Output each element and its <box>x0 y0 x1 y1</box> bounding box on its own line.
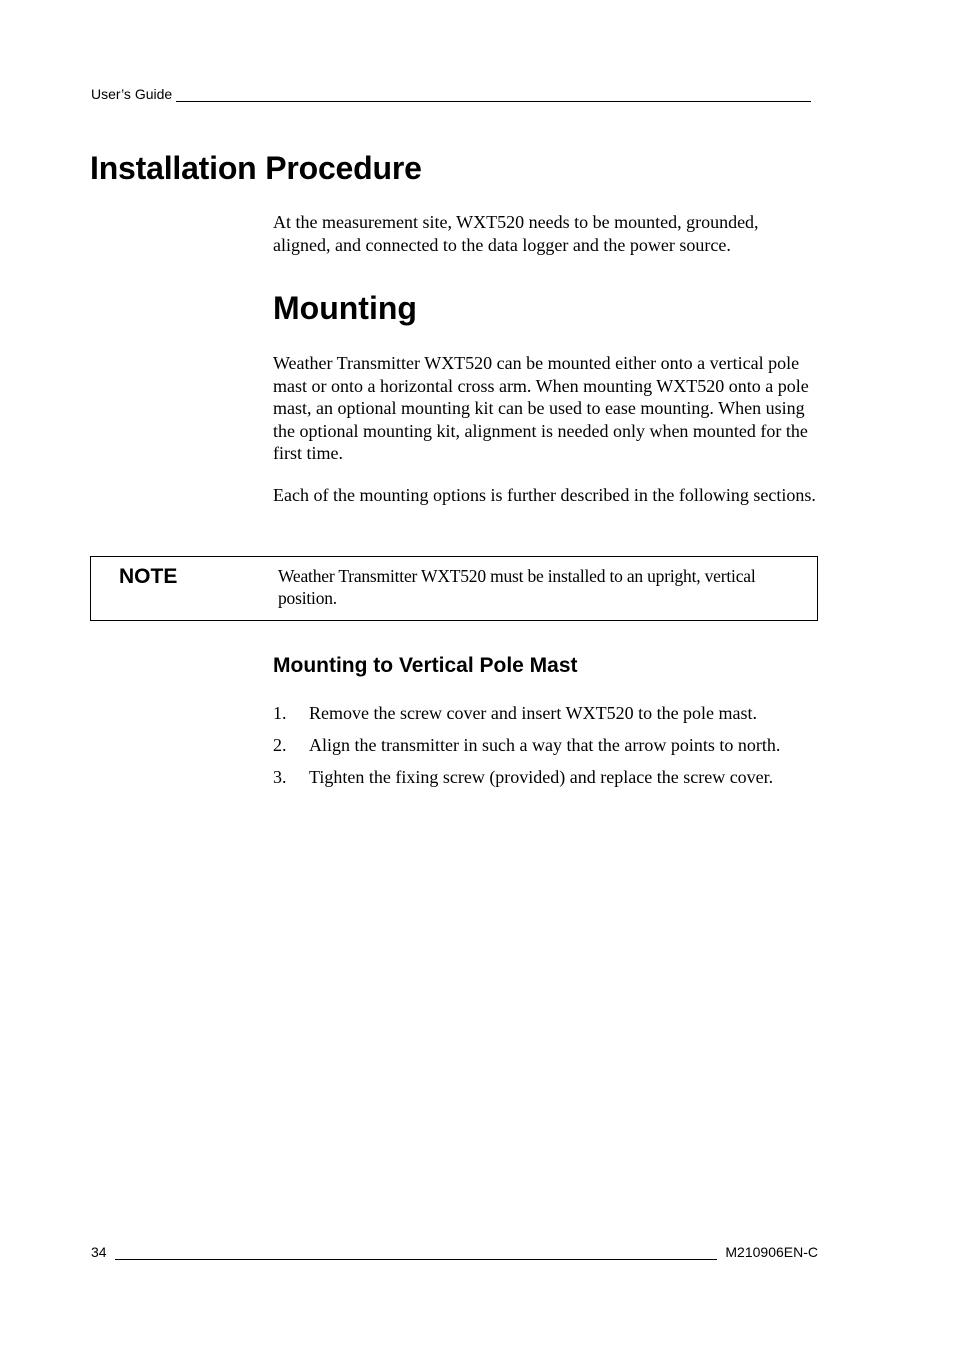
note-box <box>90 556 818 621</box>
subsection-title: Mounting to Vertical Pole Mast <box>273 654 578 677</box>
steps-list <box>273 702 833 798</box>
list-item <box>273 702 833 725</box>
note-label: NOTE <box>119 565 178 588</box>
list-item <box>273 766 833 789</box>
step-number: 2. <box>273 735 287 755</box>
header-rule <box>176 87 811 102</box>
section-title: Installation Procedure <box>90 150 422 186</box>
section-intro: At the measurement site, WXT520 needs to be mounted, grounded, aligned, and connected to the data logger and the power source. <box>273 212 759 255</box>
page-number: 34 <box>91 1244 107 1260</box>
doc-code: M210906EN-C <box>725 1244 818 1260</box>
header-title: User’s Guide <box>91 86 173 102</box>
list-item <box>273 734 833 757</box>
step-text: Align the transmitter in such a way that the arrow points to north. <box>309 735 781 755</box>
step-text: Remove the screw cover and insert WXT520 to the pole mast. <box>309 703 758 723</box>
running-footer <box>91 1244 818 1260</box>
note-text: Weather Transmitter WXT520 must be installed to an upright, vertical position. <box>278 566 756 608</box>
step-number: 3. <box>273 767 287 787</box>
running-header <box>91 86 811 102</box>
mounting-paragraph-2: Each of the mounting options is further described in the following sections. <box>273 485 816 505</box>
step-number: 1. <box>273 703 287 723</box>
footer-rule <box>115 1245 718 1260</box>
step-text: Tighten the fixing screw (provided) and replace the screw cover. <box>309 767 774 787</box>
mounting-title: Mounting <box>273 290 417 326</box>
mounting-paragraph-1: Weather Transmitter WXT520 can be mounted either onto a vertical pole mast or onto a horizontal cross arm. When mounting WXT520 onto a pole mast, an optional mounting kit can be used to ease mounting. When using the optional mounting kit, alignment is needed only when mounted for the first time. <box>273 353 809 464</box>
